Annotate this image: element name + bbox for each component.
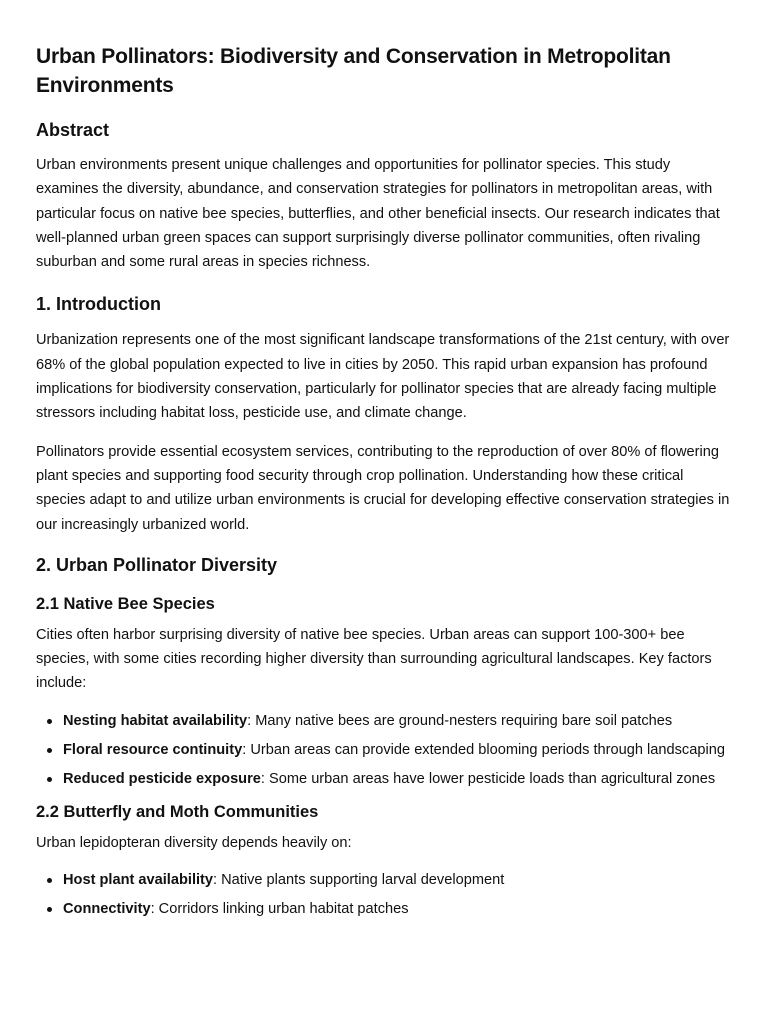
list-item [36, 897, 732, 921]
section-2-2-text: Urban lepidopteran diversity depends heavily on: [36, 834, 352, 851]
list-item-term: Nesting habitat availability [63, 712, 248, 729]
bullet-icon [47, 719, 52, 724]
lepidopteran-factors-list [36, 868, 732, 921]
bullet-icon [47, 878, 52, 883]
document-title: Urban Pollinators: Biodiversity and Conservation in Metropolitan Environments [36, 45, 671, 97]
list-item [36, 767, 732, 791]
section-2-1-text: Cities often harbor surprising diversity of native bee species. Urban areas can support 100-300+ bee species, with some cities recording higher diversity than surrounding agricultural landscapes. Key factors include: [36, 626, 712, 692]
section-2-2-heading: 2.2 Butterfly and Moth Communities [36, 802, 319, 821]
introduction-paragraph-1: Urbanization represents one of the most significant landscape transformations of the 21st century, with over 68% of the global population expected to live in cities by 2050. This rapid urban expansion has profound implications for biodiversity conservation, particularly for pollinator species that are already facing multiple stressors including habitat loss, pesticide use, and climate change. [36, 332, 730, 422]
list-item-term: Floral resource continuity [63, 741, 243, 758]
list-item-description: : Urban areas can provide extended blooming periods through landscaping [242, 741, 725, 758]
section-2-heading: 2. Urban Pollinator Diversity [36, 554, 278, 575]
introduction-heading: 1. Introduction [36, 294, 161, 315]
section-2-1-heading: 2.1 Native Bee Species [36, 594, 215, 613]
list-item-description: : Native plants supporting larval development [213, 872, 505, 889]
list-item-term: Reduced pesticide exposure [63, 770, 261, 787]
bullet-icon [47, 777, 52, 782]
native-bee-factors-list [36, 709, 732, 791]
list-item-term: Host plant availability [63, 872, 214, 889]
list-item [36, 738, 732, 762]
abstract-text: Urban environments present unique challenges and opportunities for pollinator species. This study examines the diversity, abundance, and conservation strategies for pollinators in metropolitan areas, with particular focus on native bee species, butterflies, and other beneficial insects. Our research indicates that well-planned urban green spaces can support surprisingly diverse pollinator communities, often rivaling suburban and some rural areas in species richness. [36, 157, 720, 271]
list-item-term: Connectivity [63, 901, 151, 918]
list-item-description: : Corridors linking urban habitat patches [150, 901, 409, 918]
list-item-description: : Some urban areas have lower pesticide loads than agricultural zones [260, 770, 716, 787]
bullet-icon [47, 748, 52, 753]
abstract-heading: Abstract [36, 120, 110, 140]
list-item [36, 709, 732, 733]
list-item-description: : Many native bees are ground-nesters requiring bare soil patches [247, 712, 673, 729]
bullet-icon [47, 907, 52, 912]
list-item [36, 868, 732, 892]
introduction-paragraph-2: Pollinators provide essential ecosystem services, contributing to the reproduction of over 80% of flowering plant species and supporting food security through crop pollination. Understanding how these critical species adapt to and utilize urban environments is crucial for developing effective conservation strategies in our increasingly urbanized world. [36, 443, 730, 533]
